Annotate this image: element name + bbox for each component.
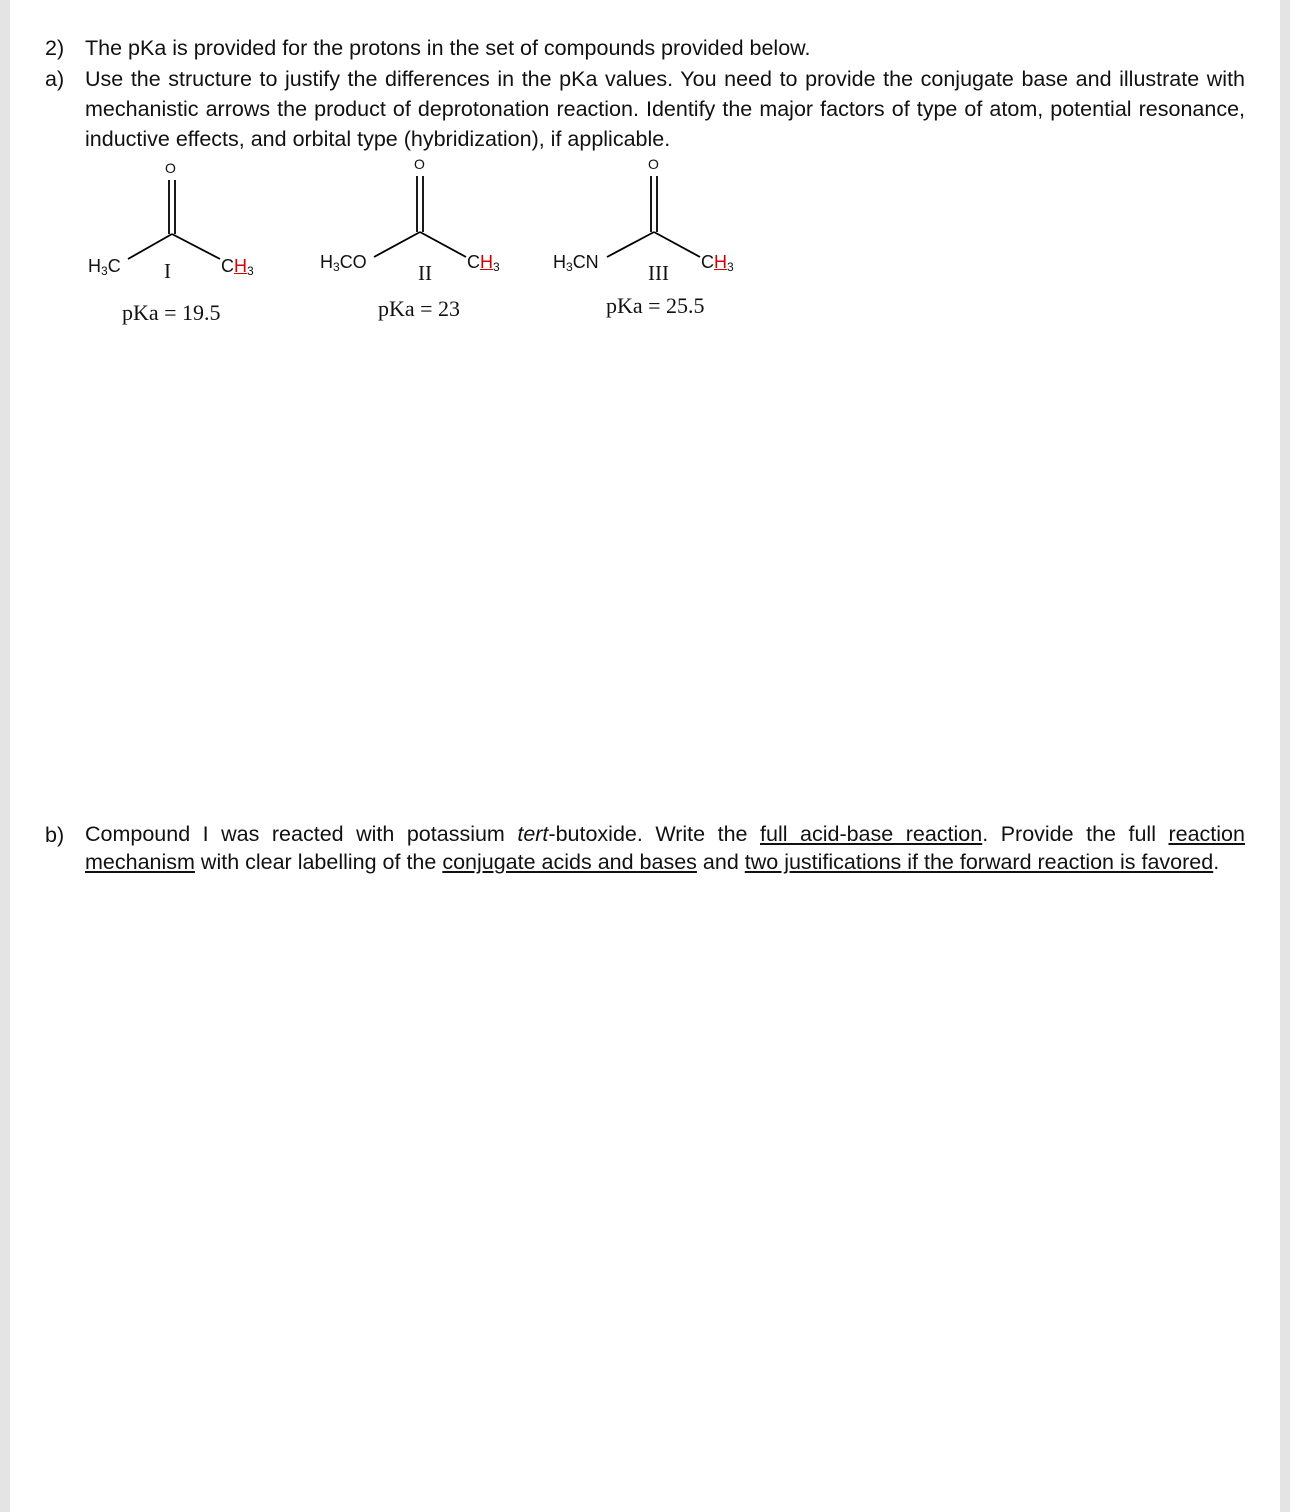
part-b-label: b)	[45, 823, 65, 847]
compound-1-right-group: $CH_3$	[221, 256, 254, 278]
part-b-text-6: .	[1213, 850, 1220, 874]
compound-2-left-group: $H_3CO$	[320, 252, 367, 274]
compound-3-left-group: $H_3CN$	[553, 252, 599, 274]
part-b-underline-reaction-mechanism: reaction mechanism	[85, 822, 1245, 874]
compound-2-pka: pKa = 23	[378, 296, 461, 321]
compound-1-pka: pKa = 19.5	[122, 300, 221, 325]
compound-3-bonds	[607, 176, 700, 257]
question-number: 2)	[45, 36, 65, 60]
part-b-underline-acid-base-reaction: full acid-base reaction	[760, 822, 983, 846]
compound-3-pka: pKa = 25.5	[606, 293, 705, 318]
compound-2-right-group: $CH_3$	[467, 252, 500, 274]
part-b-text-2: -butoxide. Write the	[548, 822, 761, 846]
compound-2-oxygen: O	[414, 156, 425, 172]
compound-3-oxygen: O	[648, 156, 659, 172]
part-b-text	[85, 820, 1245, 876]
part-b-underline-conjugate-acids-bases: conjugate acids and bases	[442, 850, 697, 874]
compound-2-bonds	[374, 176, 466, 257]
compound-1-oxygen: O	[165, 160, 176, 176]
compound-1-bonds	[128, 180, 220, 259]
part-b-tert: tert	[517, 822, 549, 846]
part-b-text-4: with clear labelling of the	[194, 850, 443, 874]
compound-3-right-group: $CH_3$	[701, 252, 734, 274]
compound-2-label: II	[418, 261, 432, 285]
compound-1-label: I	[164, 259, 171, 283]
part-b-text-5: and	[696, 850, 745, 874]
structure-bonds	[0, 0, 1290, 400]
part-b-underline-justifications: two justifications if the forward reaction is favored	[744, 850, 1214, 874]
compound-1-left-group: $H_3C$	[88, 256, 121, 278]
part-b-text-3: . Provide the full	[982, 822, 1169, 846]
compound-3-label: III	[648, 261, 669, 285]
question-text: The pKa is provided for the protons in the set of compounds provided below.	[85, 36, 811, 60]
part-b-text-1: Compound I was reacted with potassium	[85, 822, 518, 846]
part-a-text: Use the structure to justify the differences in the pKa values. You need to provide the conjugate base and illustrate with mechanistic arrows the product of deprotonation reaction. Identify the major factors of type of atom, potential resonance, inductive effects, and orbital type (hybridization), if applicable.	[85, 67, 1245, 151]
part-a-label: a)	[45, 67, 65, 91]
